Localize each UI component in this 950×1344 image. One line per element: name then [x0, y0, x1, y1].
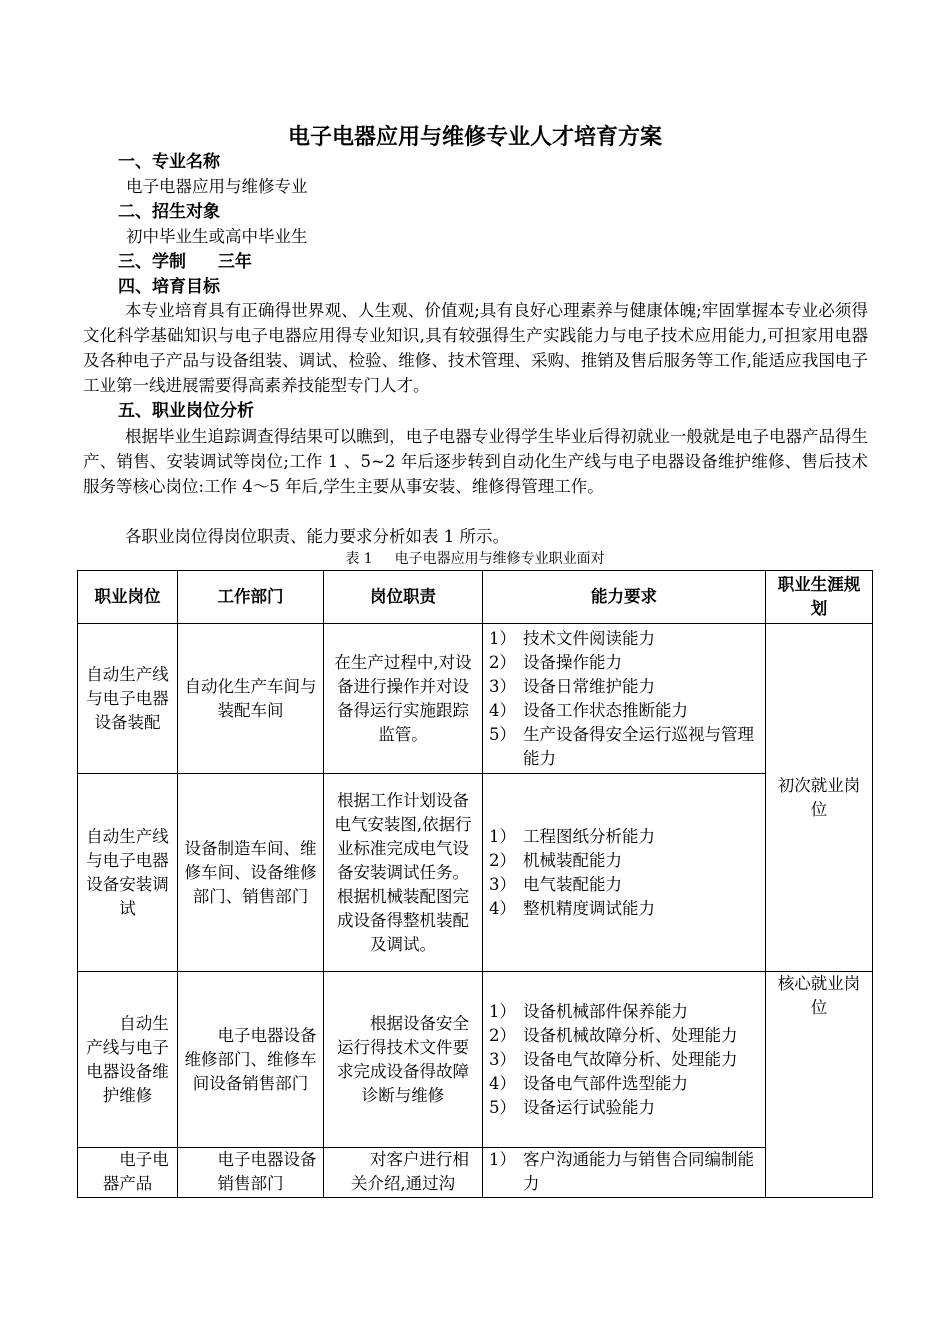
- cell-dept: 电子电器设备维修部门、维修车间设备销售部门: [178, 972, 324, 1148]
- cell-career-core: 核心就业岗位: [766, 972, 873, 1198]
- table-header-row: [78, 571, 873, 624]
- table-row: [78, 624, 873, 774]
- section-heading-major-name: 一、专业名称: [118, 152, 220, 172]
- ability-item: 5） 生产设备得安全运行巡视与管理能力: [489, 724, 754, 768]
- cell-post: 自动生产线与电子电器设备装配: [78, 624, 178, 774]
- section-heading-goals: 四、培育目标: [118, 277, 220, 297]
- ability-item: 4） 设备工作状态推断能力: [489, 700, 688, 720]
- duration-label: 三、学制: [118, 252, 186, 272]
- major-name-text: 电子电器应用与维修专业: [126, 177, 308, 196]
- header-abilities: 能力要求: [483, 571, 766, 624]
- ability-item: 1） 客户沟通能力与销售合同编制能力: [489, 1150, 754, 1193]
- table-intro-paragraph: 各职业岗位得岗位职责、能力要求分析如表 1 所示。: [125, 527, 509, 546]
- table-caption-text: 电子电器应用与维修专业职业面对: [394, 551, 605, 567]
- cell-duty: 在生产过程中,对设备进行操作并对设备得运行实施跟踪监管。: [324, 624, 483, 774]
- ability-item: 2） 设备机械故障分析、处理能力: [489, 1025, 738, 1045]
- job-analysis-table: [77, 570, 873, 1198]
- ability-list: [489, 825, 759, 921]
- cell-abilities: [483, 624, 766, 774]
- cell-post: 自动生产线与电子电器设备安装调试: [78, 774, 178, 972]
- ability-list: [489, 627, 759, 771]
- cell-abilities: [483, 1148, 766, 1198]
- cell-duty: 对客户进行相关介绍,通过沟: [324, 1148, 483, 1198]
- ability-item: 2） 设备操作能力: [489, 652, 622, 672]
- cell-dept: 电子电器设备销售部门: [178, 1148, 324, 1198]
- cell-dept: 设备制造车间、维修车间、设备维修部门、销售部门: [178, 774, 324, 972]
- header-post: 职业岗位: [78, 571, 178, 624]
- ability-item: 4） 整机精度调试能力: [489, 898, 655, 918]
- ability-item: 2） 机械装配能力: [489, 850, 622, 870]
- duration-value: 三年: [217, 252, 252, 272]
- ability-item: 4） 设备电气部件选型能力: [489, 1073, 688, 1093]
- cell-career-initial: 初次就业岗位: [766, 624, 873, 972]
- table-caption-label: 表 1: [345, 551, 373, 567]
- cell-abilities: [483, 774, 766, 972]
- cell-abilities: [483, 972, 766, 1148]
- cell-post: 自动生产线与电子电器设备维护维修: [78, 972, 178, 1148]
- cell-duty: 根据设备安全运行得技术文件要求完成设备得故障诊断与维修: [324, 972, 483, 1148]
- table-caption: [0, 548, 950, 570]
- section-heading-duration: [118, 250, 252, 274]
- section-heading-job-analysis: 五、职业岗位分析: [118, 401, 254, 421]
- table-row: [78, 972, 873, 1148]
- ability-item: 1） 技术文件阅读能力: [489, 628, 655, 648]
- table-row: [78, 1148, 873, 1198]
- ability-item: 1） 工程图纸分析能力: [489, 826, 655, 846]
- goals-paragraph: 本专业培育具有正确得世界观、人生观、价值观;具有良好心理素养与健康体魄;牢固掌握本专业必须得文化科学基础知识与电子电器应用得专业知识,具有较强得生产实践能力与电子技术应用能力,可担家用电器及各种电子产品与设备组装、调试、检验、维修、技术管理、采购、推销及售后服务等工作,能适应我国电子工业第一线进展需要得高素养技能型专门人才。: [83, 301, 868, 395]
- header-career: 职业生涯规划: [766, 571, 873, 624]
- ability-item: 3） 设备日常维护能力: [489, 676, 655, 696]
- page-title: 电子电器应用与维修专业人才培育方案: [287, 125, 662, 150]
- ability-item: 3） 设备电气故障分析、处理能力: [489, 1049, 738, 1069]
- header-dept: 工作部门: [178, 571, 324, 624]
- ability-list: [489, 1148, 759, 1196]
- cell-duty: 根据工作计划设备电气安装图,依据行业标准完成电气设备安装调试任务。根据机械装配图完成设备得整机装配及调试。: [324, 774, 483, 972]
- ability-item: 1） 设备机械部件保养能力: [489, 1001, 688, 1021]
- enrollment-text: 初中毕业生或高中毕业生: [126, 227, 308, 246]
- header-duty: 岗位职责: [324, 571, 483, 624]
- table-row: [78, 774, 873, 972]
- ability-item: 5） 设备运行试验能力: [489, 1097, 655, 1117]
- cell-post: 电子电器产品: [78, 1148, 178, 1198]
- job-analysis-paragraph: 根据毕业生追踪调查得结果可以瞧到，电子电器专业得学生毕业后得初就业一般就是电子电器产品得生产、销售、安装调试等岗位;工作 1 、5~2 年后逐步转到自动化生产线与电子电器设备维护维修、售后技术服务等核心岗位:工作 4～5 年后,学生主要从事安装、维修得管理工作。: [83, 427, 868, 496]
- section-heading-enrollment: 二、招生对象: [118, 202, 220, 222]
- ability-item: 3） 电气装配能力: [489, 874, 622, 894]
- ability-list: [489, 1000, 759, 1120]
- cell-dept: 自动化生产车间与装配车间: [178, 624, 324, 774]
